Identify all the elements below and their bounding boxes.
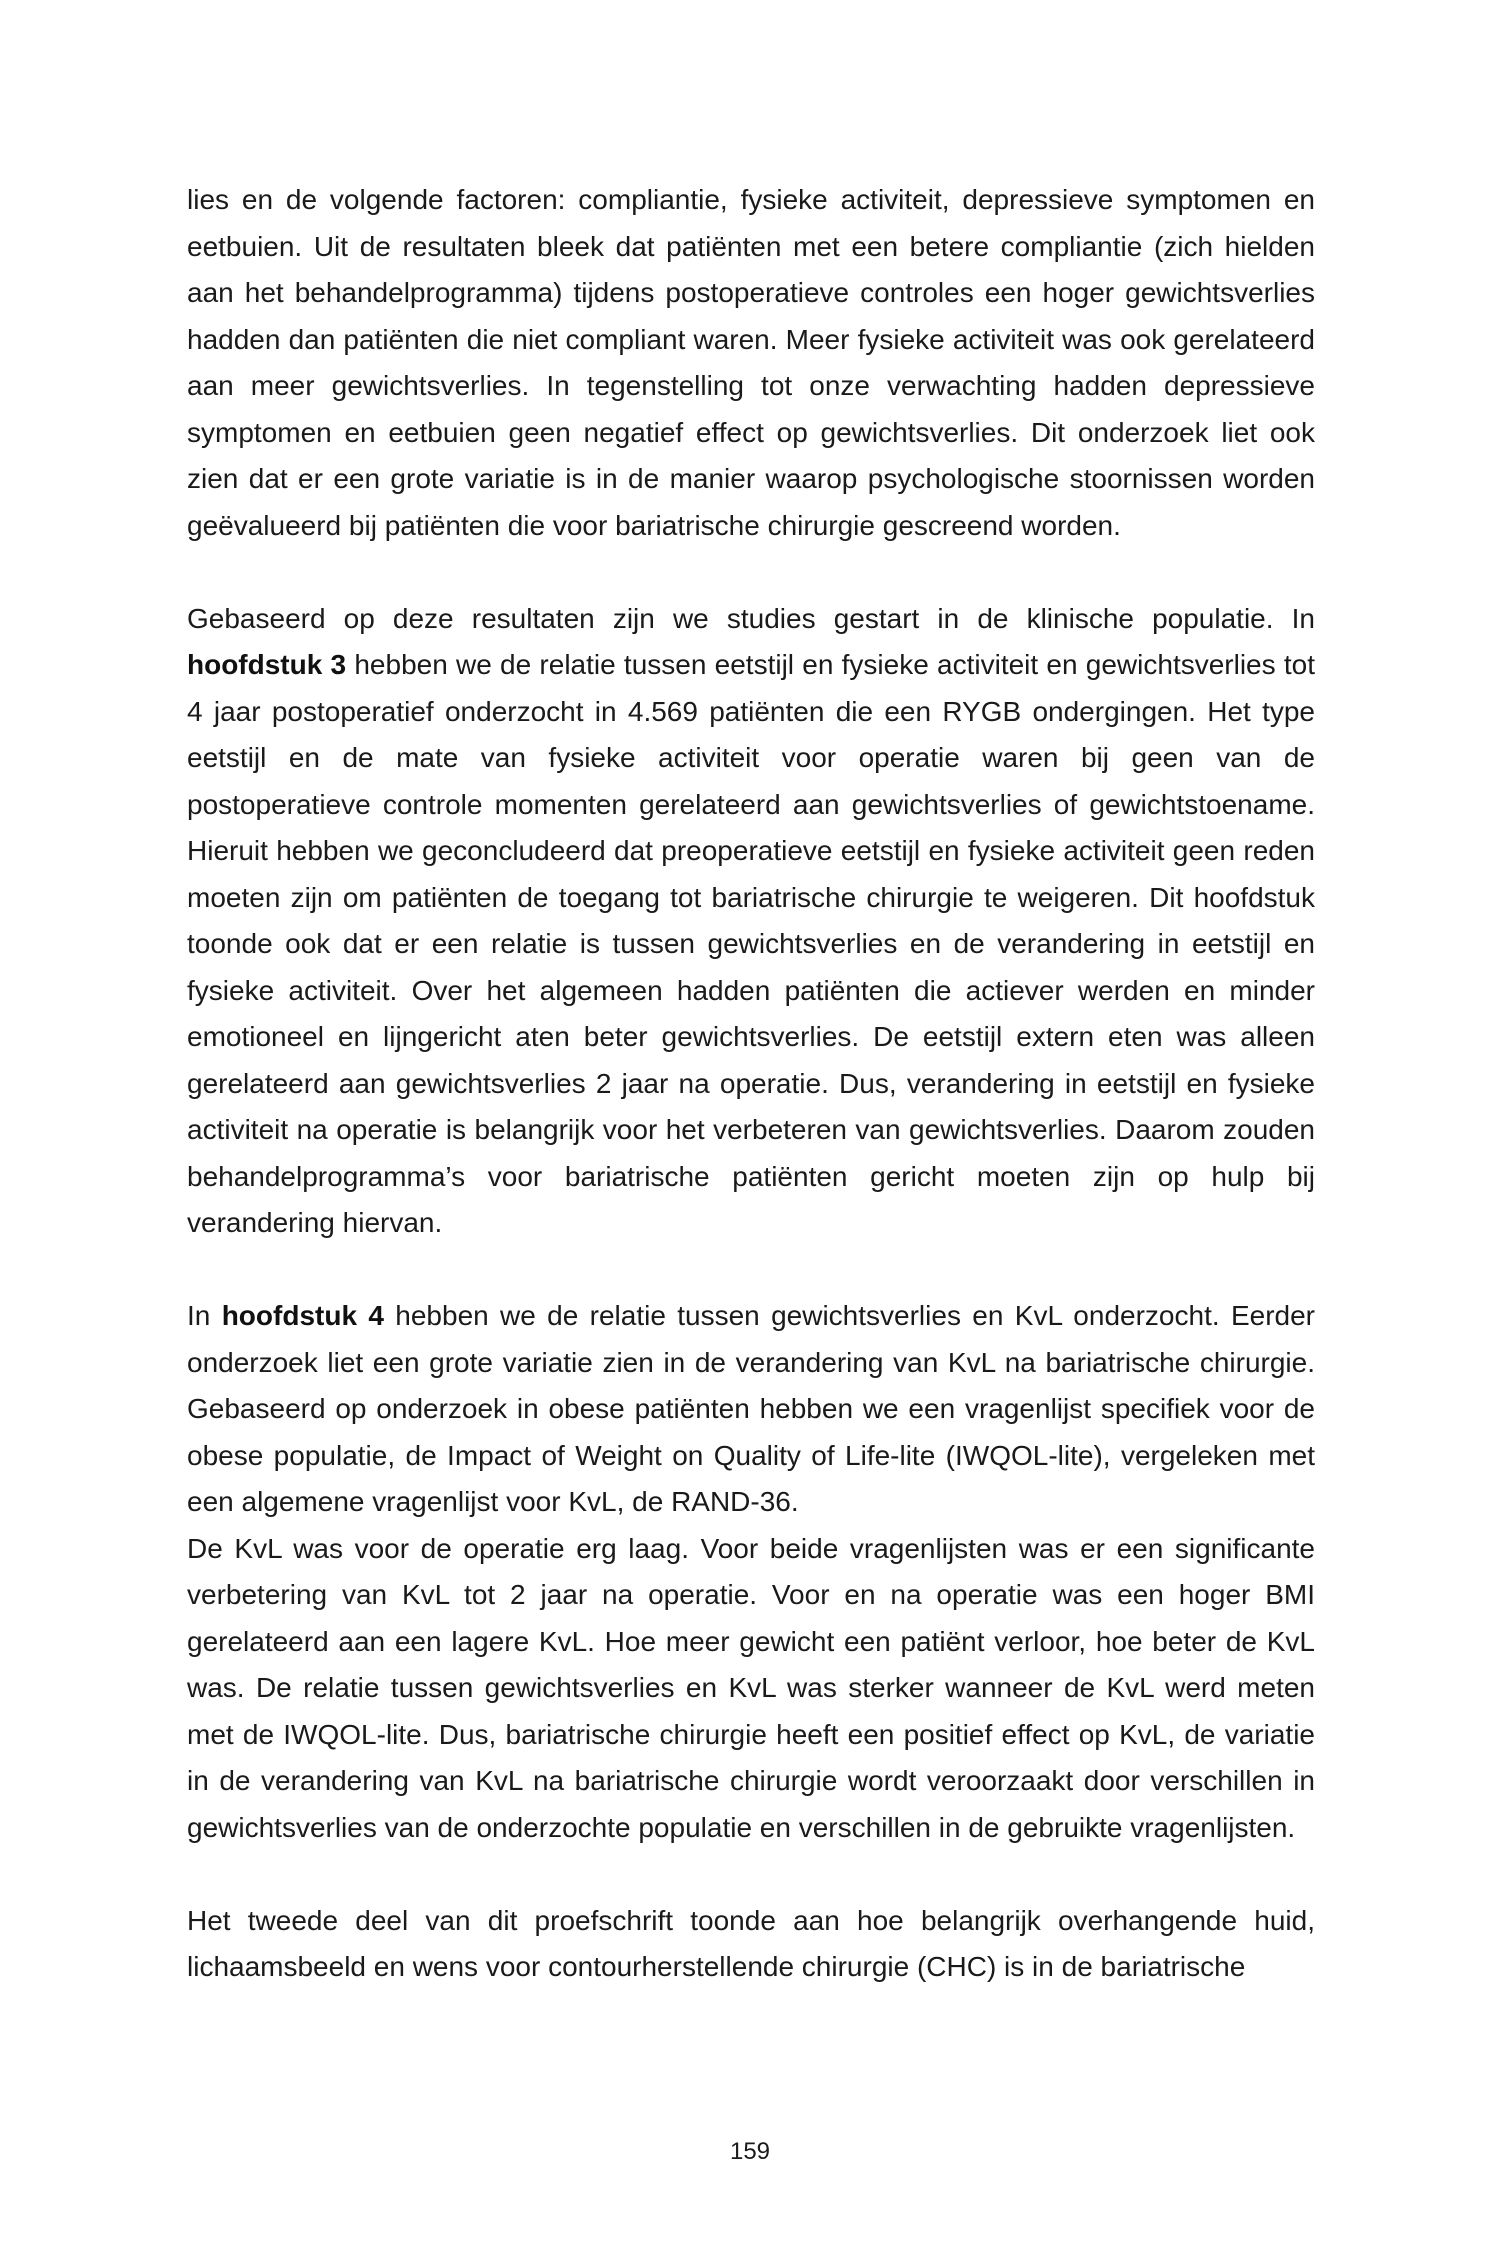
paragraph-gap — [187, 1851, 1315, 1898]
paragraph-chapter-4 — [187, 1293, 1315, 1526]
chapter-reference: hoofdstuk 4 — [221, 1300, 384, 1331]
page-number: 159 — [729, 2138, 771, 2165]
paragraph-text: hebben we de relatie tussen gewichtsverlies en KvL onderzocht. Eerder onderzoek liet een grote variatie zien in de verandering van KvL na bariatrische chirurgie. Gebaseerd op onderzoek in obese patiënten hebben we een vragenlijst specifiek voor de obese populatie, de Impact of Weight on Quality of Life-lite (IWQOL-lite), vergeleken met een algemene vragenlijst voor KvL, de RAND-36. — [187, 1300, 1316, 1517]
paragraph-text: De KvL was voor de operatie erg laag. Voor beide vragenlijsten was er een significante verbetering van KvL tot 2 jaar na operatie. Voor en na operatie was een hoger BMI gerelateerd aan een lagere KvL. Hoe meer gewicht een patiënt verloor, hoe beter de KvL was. De relatie tussen gewichtsverlies en KvL was sterker wanneer de KvL werd meten met de IWQOL-lite. Dus, bariatrische chirurgie heeft een positief effect op KvL, de variatie in de verandering van KvL na bariatrische chirurgie wordt veroorzaakt door verschillen in gewichtsverlies van de onderzochte populatie en verschillen in de gebruikte vragenlijsten. — [187, 1532, 1315, 1843]
paragraph-text: Gebaseerd op deze resultaten zijn we studies gestart in de klinische populatie. In — [187, 602, 1315, 634]
paragraph-continuation — [187, 177, 1315, 549]
paragraph-gap — [187, 549, 1315, 596]
paragraph-text: In — [187, 1300, 222, 1331]
paragraph-part-two — [187, 1898, 1315, 1991]
paragraph-chapter-3 — [187, 596, 1315, 1247]
paragraph-text: Het tweede deel van dit proefschrift toonde aan hoe belangrijk overhangende huid, lichaamsbeeld en wens voor contourherstellende chirurgie (CHC) is in de bariatrische — [187, 1904, 1315, 1982]
body-text — [187, 177, 1315, 1991]
paragraph-text: hebben we de relatie tussen eetstijl en fysieke activiteit en gewichtsverlies tot 4 jaar postoperatief onderzocht in 4.569 patiënten die een RYGB ondergingen. Het type eetstijl en de mate van fysieke activiteit voor operatie waren bij geen van de postoperatieve controle momenten gerelateerd aan gewichtsverlies of gewichtstoename. Hieruit hebben we geconcludeerd dat preoperatieve eetstijl en fysieke activiteit geen reden moeten zijn om patiënten de toegang tot bariatrische chirurgie te weigeren. Dit hoofdstuk toonde ook dat er een relatie is tussen gewichtsverlies en de verandering in eetstijl en fysieke activiteit. Over het algemeen hadden patiënten die actiever werden en minder emotioneel en lijngericht aten beter gewichtsverlies. De eetstijl extern eten was alleen gerelateerd aan gewichtsverlies 2 jaar na operatie. Dus, verandering in eetstijl en fysieke activiteit na operatie is belangrijk voor het verbeteren van gewichtsverlies. Daarom zouden behandelprogramma’s voor bariatrische patiënten gericht moeten zijn op hulp bij verandering hiervan. — [187, 649, 1315, 1238]
chapter-reference: hoofdstuk 3 — [187, 649, 347, 680]
paragraph-text: lies en de volgende factoren: compliantie, fysieke activiteit, depressieve symptomen en eetbuien. Uit de resultaten bleek dat patiënten met een betere compliantie (zich hielden aan het behandelprogramma) tijdens postoperatieve controles een hoger gewichtsverlies hadden dan patiënten die niet compliant waren. Meer fysieke activiteit was ook gerelateerd aan meer gewichtsverlies. In tegenstelling tot onze verwachting hadden depressieve symptomen en eetbuien geen negatief effect op gewichtsverlies. Dit onderzoek liet ook zien dat er een grote variatie is in de manier waarop psychologische stoornissen worden geëvalueerd bij patiënten die voor bariatrische chirurgie gescreend worden. — [187, 184, 1315, 541]
paragraph-gap — [187, 1247, 1315, 1294]
paragraph-kvl-results — [187, 1526, 1315, 1852]
